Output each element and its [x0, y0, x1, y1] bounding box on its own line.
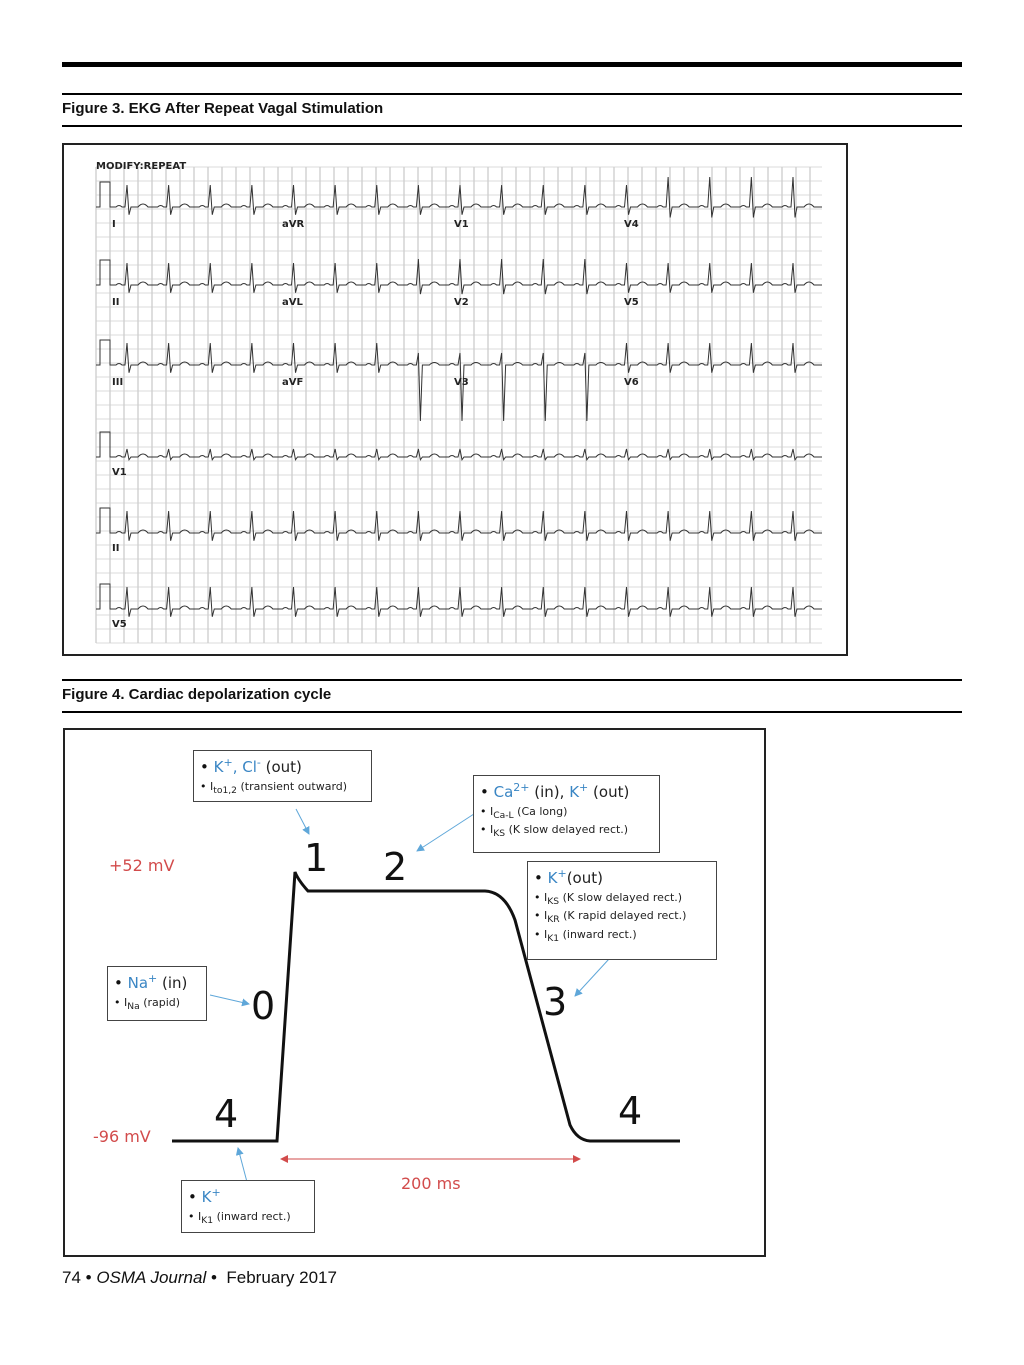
ion-direction: (in) [157, 974, 188, 992]
ion-ca-direction: (in), [529, 783, 570, 801]
caption-rule-top [62, 93, 962, 95]
ekg-row-trace [96, 177, 822, 218]
current-subscript: to1,2 [213, 784, 238, 796]
figure3-caption: Figure 3. EKG After Repeat Vagal Stimulation [62, 100, 384, 117]
ekg-trace [64, 145, 846, 654]
current-symbol: I [124, 995, 128, 1009]
current-subscript: KR [547, 914, 560, 926]
ion-k: K [201, 1188, 212, 1206]
arrow-phase2 [417, 812, 477, 851]
ion-direction: (out) [566, 869, 603, 887]
top-thick-rule [62, 62, 962, 67]
arrow-phase0 [210, 995, 249, 1004]
issue-date: February 2017 [226, 1268, 337, 1287]
ekg-row-trace [96, 432, 822, 460]
current-symbol: I [544, 909, 548, 923]
ion-direction: (out) [260, 758, 302, 776]
current-symbol: I [544, 890, 548, 904]
current-description: (Ca long) [513, 804, 568, 818]
rhythm-lead-label: V5 [112, 619, 127, 630]
lead-label: III [112, 377, 124, 388]
phase-4a-label: 4 [214, 1092, 239, 1136]
current-description: (K slow delayed rect.) [559, 890, 683, 904]
current-symbol: I [490, 823, 494, 837]
current-description: (transient outward) [237, 779, 348, 793]
phase1-ion-box: • K+, Cl- (out) • $I_{to1,2}$ (transient outward) [193, 750, 372, 802]
current-subscript: Na [127, 1000, 140, 1012]
ekg-header: MODIFY:REPEAT [96, 161, 187, 172]
lead-label: V5 [624, 297, 639, 308]
lead-label: V2 [454, 297, 469, 308]
lead-label: aVL [282, 297, 303, 308]
figure4-caption: Figure 4. Cardiac depolarization cycle [62, 686, 332, 703]
mv-low-label: -96 mV [93, 1127, 151, 1146]
current-description: (rapid) [139, 995, 181, 1009]
ion-ca: Ca [493, 783, 514, 801]
phase-4b-label: 4 [618, 1089, 643, 1133]
page-number: 74 [62, 1268, 81, 1287]
current-subscript: KS [547, 895, 560, 907]
current-subscript: KS [493, 828, 506, 840]
ion-k-direction: (out) [588, 783, 630, 801]
current-description: (inward rect.) [213, 1209, 291, 1223]
lead-label: V4 [624, 219, 639, 230]
journal-name: OSMA Journal [96, 1268, 207, 1287]
phase2-ion-box: • $Ca^{2+}$ (in), K+ (out) • $I_{Ca-L}$ (Ca long) • $I_{KS}$ (K slow delayed rect.) [473, 775, 660, 853]
lead-label: V1 [454, 219, 469, 230]
arrow-phase4 [238, 1148, 247, 1182]
caption-rule-bottom-2 [62, 711, 962, 713]
lead-label: V3 [454, 377, 469, 388]
arrow-phase3 [575, 959, 609, 996]
lead-label: aVF [282, 377, 304, 388]
current-subscript: K1 [201, 1214, 214, 1226]
lead-label: V6 [624, 377, 639, 388]
current-subscript: Ca-L [493, 809, 514, 821]
duration-label: 200 ms [401, 1174, 461, 1193]
current-subscript: K1 [547, 933, 560, 945]
current-description: (inward rect.) [559, 928, 637, 942]
phase0-ion-box: • Na+ (in) • $I_{Na}$ (rapid) [107, 966, 207, 1021]
ekg-row-trace [96, 259, 822, 294]
current-symbol: I [198, 1209, 202, 1223]
current-symbol: I [490, 804, 494, 818]
lead-label: aVR [282, 219, 305, 230]
ekg-row-trace [96, 584, 822, 617]
ekg-row-trace [96, 508, 822, 541]
ion-k: K [547, 869, 558, 887]
mv-high-label: +52 mV [109, 856, 175, 875]
phase-2-label: 2 [383, 845, 408, 889]
lead-label: I [112, 219, 116, 230]
ion-na: Na [127, 974, 149, 992]
caption-rule-top-2 [62, 679, 962, 681]
arrow-phase1 [296, 809, 309, 834]
phase-1-label: 1 [304, 836, 329, 880]
lead-label: II [112, 297, 120, 308]
ekg-figure [62, 143, 848, 656]
phase3-ion-box: • K+(out) • $I_{KS}$ (K slow delayed rect.) • $I_{KR}$ (K rapid delayed rect.) • $I_{K1}$ (inward rect.) [527, 861, 717, 960]
current-symbol: I [210, 779, 214, 793]
action-potential-figure [63, 728, 766, 1257]
phase-0-label: 0 [251, 984, 276, 1028]
current-symbol: I [544, 928, 548, 942]
ion-cl: , Cl [232, 758, 257, 776]
ion-ca-charge: 2+ [513, 781, 530, 794]
page-footer: 74 • OSMA Journal • February 2017 [62, 1268, 337, 1287]
phase4-ion-box: • K+ • $I_{K1}$ (inward rect.) [181, 1180, 315, 1233]
ion-k: K [213, 758, 224, 776]
rhythm-lead-label: II [112, 543, 120, 554]
rhythm-lead-label: V1 [112, 467, 127, 478]
caption-rule-bottom [62, 125, 962, 127]
phase-3-label: 3 [543, 980, 568, 1024]
current-description: (K rapid delayed rect.) [559, 909, 687, 923]
ion-k: K [569, 783, 580, 801]
current-description: (K slow delayed rect.) [505, 823, 629, 837]
